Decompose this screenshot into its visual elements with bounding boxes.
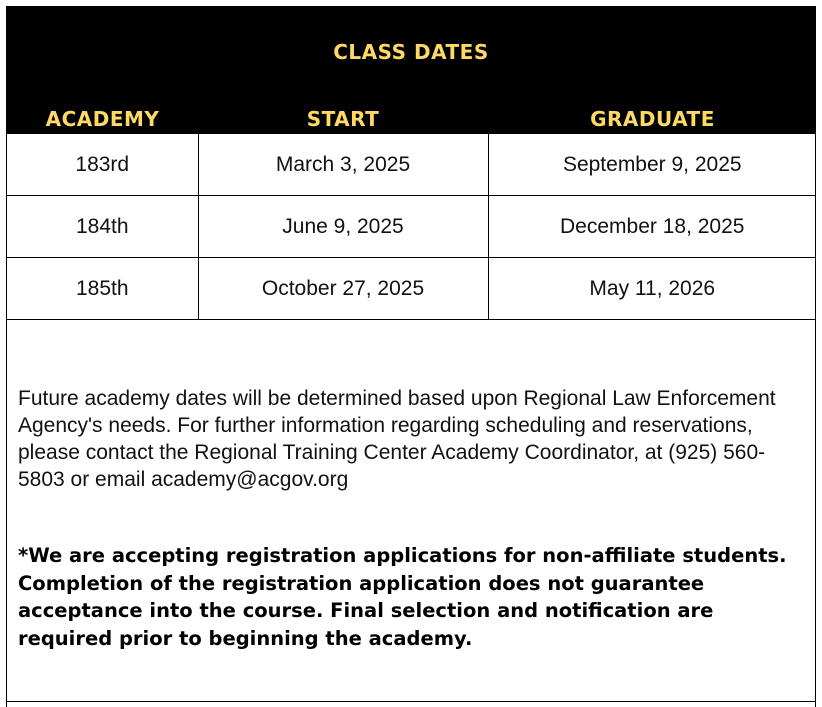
info-paragraph: Future academy dates will be determined based upon Regional Law Enforcement Agency's needs. For further information regarding scheduling and reservations, please contact the Regional Training Center Academy Coordinator, at (925) 560-5803 or email academy@acgov.org [18,387,776,491]
column-header-academy: ACADEMY [45,107,160,131]
class-dates-table [7,134,816,320]
graduate-date-cell: December 18, 2025 [488,196,816,258]
disclaimer-paragraph: *We are accepting registration applications for non-affiliate students. Completion of the registration application does not guarantee acceptance into the course. Final selection and notification are required prior to beginning the academy. [18,544,787,650]
academy-cell: 184th [7,196,198,258]
bottom-border [7,701,815,702]
column-header-graduate: GRADUATE [590,107,715,131]
table-row [7,134,816,196]
table-row [7,196,816,258]
column-header-start: START [306,107,380,131]
table-title: CLASS DATES [333,40,489,64]
start-date-cell: June 9, 2025 [198,196,488,258]
graduate-date-cell: May 11, 2026 [488,258,816,320]
academy-cell: 183rd [7,134,198,196]
academy-cell: 185th [7,258,198,320]
class-dates-document [6,6,816,707]
table-header [7,7,815,134]
graduate-date-cell: September 9, 2025 [488,134,816,196]
table-row [7,258,816,320]
start-date-cell: October 27, 2025 [198,258,488,320]
notes-section [18,385,810,650]
start-date-cell: March 3, 2025 [198,134,488,196]
